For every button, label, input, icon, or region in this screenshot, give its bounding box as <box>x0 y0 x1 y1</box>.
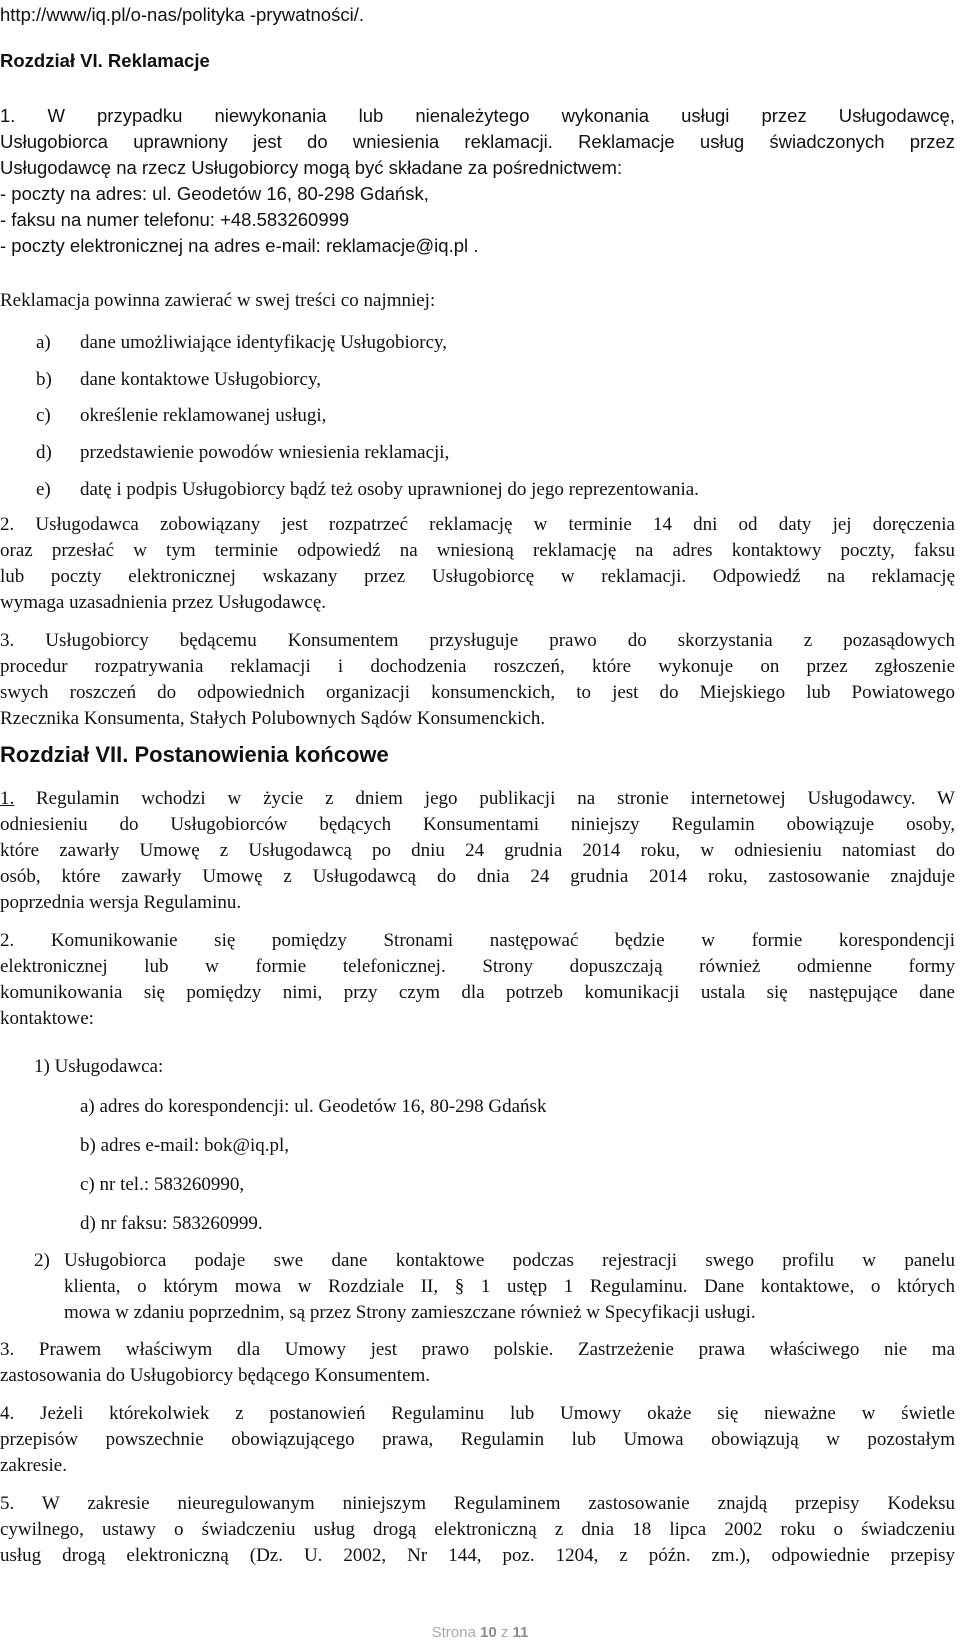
list-item: przedstawienie powodów wniesienia reklamacji, <box>80 442 450 463</box>
ch7-p2-line: 2. Komunikowanie się pomiędzy Stronami następować będzie w formie korespondencji <box>0 930 955 951</box>
ch7-p3-line: 3. Prawem właściwym dla Umowy jest prawo polskie. Zastrzeżenie prawa właściwego nie ma <box>0 1339 955 1360</box>
ch6-p3-line: procedur rozpatrywania reklamacji i dochodzenia roszczeń, które wykonuje on przez zgłoszenie <box>0 656 955 677</box>
list-item: b) adres e-mail: bok@iq.pl, <box>80 1135 290 1156</box>
client-contacts-line: Usługobiorca podaje swe dane kontaktowe podczas rejestracji swego profilu w panelu <box>64 1250 955 1271</box>
list-item-label: c) <box>36 405 51 426</box>
chapter-6-heading: Rozdział VI. Reklamacje <box>0 50 210 71</box>
current-page-number: 10 <box>479 1624 497 1641</box>
ch7-p4-line: 4. Jeżeli którekolwiek z postanowień Regulaminu lub Umowy okaże się nieważne w świetle <box>0 1403 955 1424</box>
ch6-p3-line: 3. Usługobiorcy będącemu Konsumentem przysługuje prawo do skorzystania z pozasądowych <box>0 630 955 651</box>
ch7-p1-line: Regulamin wchodzi w życie z dniem jego publikacji na stronie internetowej Usługodawcy. W <box>36 788 955 809</box>
list-item: c) nr tel.: 583260990, <box>80 1174 245 1195</box>
total-pages-number: 11 <box>512 1624 529 1641</box>
provider-contacts-label: 1) Usługodawca: <box>34 1056 164 1077</box>
list-item: datę i podpis Usługobiorcy bądź też osoby uprawnionej do jego reprezentowania. <box>80 479 699 500</box>
list-item: dane umożliwiające identyfikację Usługobiorcy, <box>80 332 448 353</box>
page-number-footer <box>0 1624 960 1641</box>
ch7-p5-line: usług drogą elektroniczną (Dz. U. 2002, Nr 144, poz. 1204, z późn. zm.), odpowiednie przepisy <box>0 1545 955 1566</box>
ch6-p2-line: oraz przesłać w tym terminie odpowiedź na wniesioną reklamację na adres kontaktowy poczty, faksu <box>0 540 955 561</box>
ch6-p1-line: Usługodawcę na rzecz Usługobiorcy mogą być składane za pośrednictwem: <box>0 157 623 178</box>
client-contacts-line: klienta, o którym mowa w Rozdziale II, § 1 ustęp 1 Regulaminu. Dane kontaktowe, o których <box>64 1276 955 1297</box>
list-item: d) nr faksu: 583260999. <box>80 1213 263 1234</box>
complaint-channel-post: - poczty na adres: ul. Geodetów 16, 80-298 Gdańsk, <box>0 183 429 204</box>
list-item-label: d) <box>36 442 52 463</box>
list-item-label: b) <box>36 369 52 390</box>
ch6-p3-line: Rzecznika Konsumenta, Stałych Polubownych Sądów Konsumenckich. <box>0 708 546 729</box>
ch6-p2-line: wymaga uzasadnienia przez Usługodawcę. <box>0 592 327 613</box>
client-contacts-line: mowa w zdaniu poprzednim, są przez Strony zamieszczane również w Specyfikacji usługi. <box>64 1302 756 1323</box>
ch6-p3-line: swych roszczeń do odpowiednich organizacji konsumenckich, to jest do Miejskiego lub Powiatowego <box>0 682 955 703</box>
ch7-p1-line: które zawarły Umowę z Usługodawcą po dniu 24 grudnia 2014 roku, w odniesieniu natomiast do <box>0 840 955 861</box>
ch6-p1-line: Usługobiorca uprawniony jest do wniesienia reklamacji. Reklamacje usług świadczonych przez <box>0 131 955 152</box>
ch6-p2-line: lub poczty elektronicznej wskazany przez Usługobiorcę w reklamacji. Odpowiedź na reklamację <box>0 566 955 587</box>
ch7-p3-line: zastosowania do Usługobiorcy będącego Konsumentem. <box>0 1365 431 1386</box>
complaint-channel-email: - poczty elektronicznej na adres e-mail: reklamacje@iq.pl . <box>0 235 479 256</box>
client-contacts-label: 2) <box>34 1250 50 1271</box>
ch7-p2-line: komunikowania się pomiędzy nimi, przy czym dla potrzeb komunikacji ustala się następujące dane <box>0 982 955 1003</box>
ch6-p1-line: 1. W przypadku niewykonania lub nienależytego wykonania usługi przez Usługodawcę, <box>0 105 955 126</box>
ch7-p1-line: odniesieniu do Usługobiorców będących Konsumentami niniejszy Regulamin obowiązuje osoby, <box>0 814 955 835</box>
ch7-p1-line: poprzednia wersja Regulaminu. <box>0 892 242 913</box>
ch7-p2-line: elektronicznej lub w formie telefonicznej. Strony dopuszczają również odmienne formy <box>0 956 955 977</box>
list-item-label: e) <box>36 479 51 500</box>
list-item-label: a) <box>36 332 51 353</box>
ch7-p1-number: 1. <box>0 788 15 809</box>
list-item: określenie reklamowanej usługi, <box>80 405 327 426</box>
chapter-7-heading: Rozdział VII. Postanowienia końcowe <box>0 742 389 767</box>
list-item: a) adres do korespondencji: ul. Geodetów 16, 80-298 Gdańsk <box>80 1096 547 1117</box>
ch7-p5-line: cywilnego, ustawy o świadczeniu usług drogą elektroniczną z dnia 18 lipca 2002 roku o świadczeniu <box>0 1519 955 1540</box>
complaint-content-intro: Reklamacja powinna zawierać w swej treści co najmniej: <box>0 290 436 311</box>
footer-separator: z <box>500 1624 509 1641</box>
ch7-p2-line: kontaktowe: <box>0 1008 94 1029</box>
footer-prefix: Strona <box>431 1624 476 1641</box>
ch7-p1-line: osób, które zawarły Umowę z Usługodawcą do dnia 24 grudnia 2014 roku, zastosowanie znajduje <box>0 866 955 887</box>
privacy-url-line: http://www/iq.pl/o-nas/polityka -prywatności/. <box>0 4 364 25</box>
ch7-p4-line: zakresie. <box>0 1455 67 1476</box>
ch7-p4-line: przepisów powszechnie obowiązującego prawa, Regulamin lub Umowa obowiązują w pozostałym <box>0 1429 955 1450</box>
ch7-p5-line: 5. W zakresie nieuregulowanym niniejszym Regulaminem zastosowanie znajdą przepisy Kodeksu <box>0 1493 955 1514</box>
complaint-channel-fax: - faksu na numer telefonu: +48.583260999 <box>0 209 350 230</box>
list-item: dane kontaktowe Usługobiorcy, <box>80 369 321 390</box>
ch6-p2-line: 2. Usługodawca zobowiązany jest rozpatrzeć reklamację w terminie 14 dni od daty jej doręczenia <box>0 514 955 535</box>
